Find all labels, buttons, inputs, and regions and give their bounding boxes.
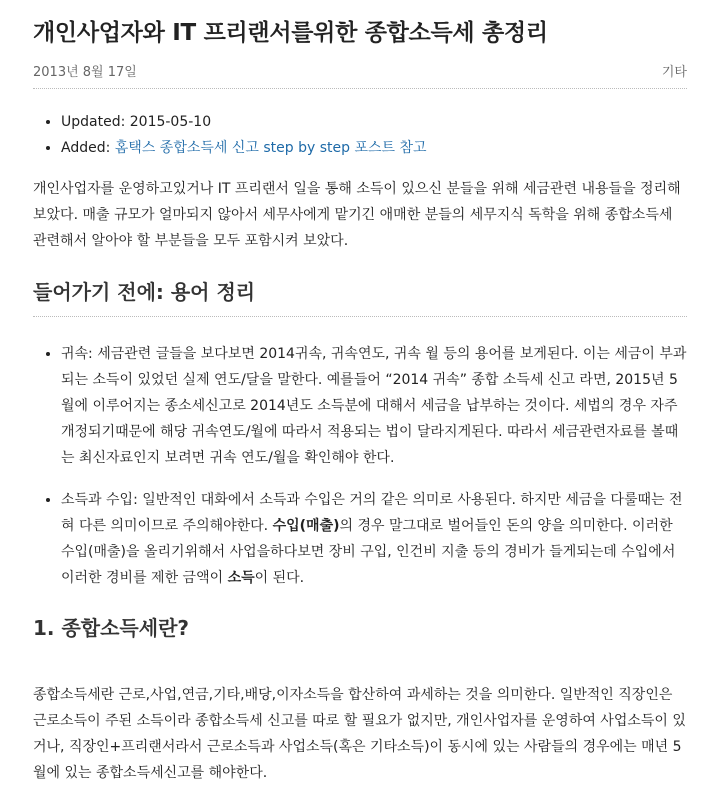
income-text-e: 이 된다.	[254, 570, 305, 586]
post-date: 2013년 8월 17일	[33, 65, 137, 80]
added-label: Added:	[61, 140, 115, 156]
income-text-c: 의 경우 말그대로 벌어들인 돈의 양을 의미한다. 이러한 수입(매출)을 올리기위해서 사업을하다보면 장비 구입, 인건비 지출 등의 경비가 들게되는데 수입에서 이러한 경비를 제한 금액이	[61, 518, 676, 586]
post-title: 개인사업자와 IT 프리랜서를위한 종합소득세 총정리	[33, 20, 548, 46]
hometax-post-link[interactable]: 홈택스 종합소득세 신고 step by step 포스트 참고	[114, 140, 427, 156]
added-item	[61, 135, 687, 161]
post-meta	[33, 61, 687, 89]
term-item-attribution: • 귀속: 세금관련 글들을 보다보면 2014귀속, 귀속연도, 귀속 월 등의 용어를 보게된다. 이는 세금이 부과되는 소득이 있었던 실제 연도/달을 말한다. 예를들어 “2014 귀속” 종합 소득세 신고 라면, 2015년 5월에 이루어지는 종소세신고로 2014년도 소득분에 대해서 세금을 납부하는 것이다. 세법의 경우 자주 개정되기때문에 해당 귀속연도/월에 따라서 적용되는 법이 달라지게된다. 따라서 세금관련자료를 볼때는 최신자료인지 보려면 귀속 연도/월을 확인해야 한다.	[61, 341, 687, 471]
income-text-a: 소득과 수입: 일반적인 대화에서 소득과 수입은 거의 같은 의미로 사용된다. 하지만 세금을 다룰때는 전혀 다른 의미이므로 주의해야한다.	[61, 492, 683, 534]
definition-paragraph: 종합소득세란 근로,사업,연금,기타,배당,이자소득을 합산하여 과세하는 것을 의미한다. 일반적인 직장인은 근로소득이 주된 소득이라 종합소득세 신고를 따로 할 필요가 없지만, 개인사업자를 운영하여 사업소득이 있거나, 직장인+프리랜서라서 근로소득과 사업소득(혹은 기타소득)이 동시에 있는 사람들의 경우에는 매년 5월에 있는 종합소득세신고를 해야한다.	[33, 687, 686, 781]
section-heading-what-is: 1. 종합소득세란?	[33, 616, 189, 640]
update-list	[33, 109, 687, 161]
section-heading-terms: 들어가기 전에: 용어 정리	[33, 277, 687, 317]
updated-item: • Updated: 2015-05-10	[61, 109, 687, 135]
term-item-income	[61, 487, 687, 591]
income-bold-revenue: 수입(매출)	[272, 518, 340, 534]
income-bold-income: 소득	[227, 570, 255, 586]
terms-list	[33, 341, 687, 591]
intro-paragraph: 개인사업자를 운영하고있거나 IT 프리랜서 일을 통해 소득이 있으신 분들을 위해 세금관련 내용들을 정리해 보았다. 매출 규모가 얼마되지 않아서 세무사에게 맡기긴 애매한 분들의 세무지식 독학을 위해 종합소득세 관련해서 알아야 할 부분들을 모두 포함시켜 보았다.	[33, 181, 681, 249]
category-link[interactable]: 기타	[661, 65, 687, 80]
